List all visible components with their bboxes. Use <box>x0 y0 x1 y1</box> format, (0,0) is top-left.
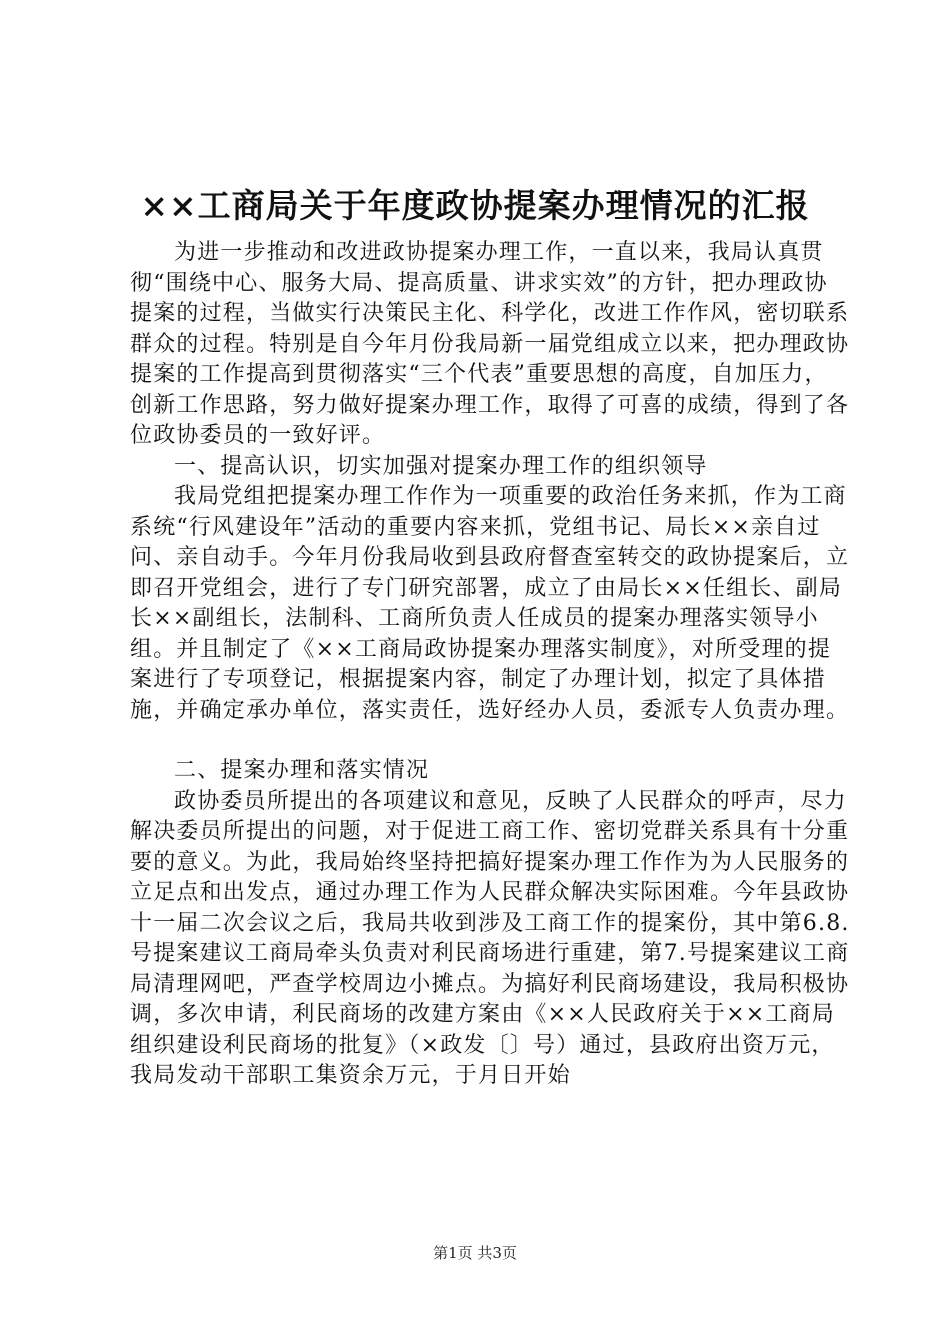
document-title: ××工商局关于年度政协提案办理情况的汇报 <box>140 186 810 225</box>
document-body <box>130 238 850 1092</box>
paragraph-section-1: 我局党组把提案办理工作作为一项重要的政治任务来抓，作为工商系统“行风建设年”活动的重要内容来抓，党组书记、局长××亲自过问、亲自动手。今年月份我局收到县政府督查室转交的政协提案后，立即召开党组会，进行了专门研究部署，成立了由局长××任组长、副局长××副组长，法制科、工商所负责人任成员的提案办理落实领导小组。并且制定了《××工商局政协提案办理落实制度》，对所受理的提案进行了专项登记，根据提案内容，制定了办理计划，拟定了具体措施，并确定承办单位，落实责任，选好经办人员，委派专人负责办理。 <box>130 484 850 723</box>
paragraph-intro: 为进一步推动和改进政协提案办理工作，一直以来，我局认真贯彻“围绕中心、服务大局、提高质量、讲求实效”的方针，把办理政协提案的过程，当做实行决策民主化、科学化，改进工作作风，密切联系群众的过程。特别是自今年月份我局新一届党组成立以来，把办理政协提案的工作提高到贯彻落实“三个代表”重要思想的高度，自加压力，创新工作思路，努力做好提案办理工作，取得了可喜的成绩，得到了各位政协委员的一致好评。 <box>130 240 850 448</box>
section-heading-2: 二、提案办理和落实情况 <box>174 758 430 783</box>
paragraph-gap <box>130 726 850 756</box>
paragraph-section-2: 政协委员所提出的各项建议和意见，反映了人民群众的呼声，尽力解决委员所提出的问题，对于促进工商工作、密切党群关系具有十分重要的意义。为此，我局始终坚持把搞好提案办理工作作为为人民服务的立足点和出发点，通过办理工作为人民群众解决实际困难。今年县政协十一届二次会议之后，我局共收到涉及工商工作的提案份，其中第6.8.号提案建议工商局牵头负责对利民商场进行重建，第7.号提案建议工商局清理网吧，严查学校周边小摊点。为搞好利民商场建设，我局积极协调，多次申请，利民商场的改建方案由《××人民政府关于××工商局组织建设利民商场的批复》（×政发〔〕号）通过，县政府出资万元，我局发动干部职工集资余万元，于月日开始 <box>130 788 850 1088</box>
section-heading-1: 一、提高认识，切实加强对提案办理工作的组织领导 <box>174 453 708 479</box>
page-number-footer: 第1页 共3页 <box>433 1244 517 1262</box>
